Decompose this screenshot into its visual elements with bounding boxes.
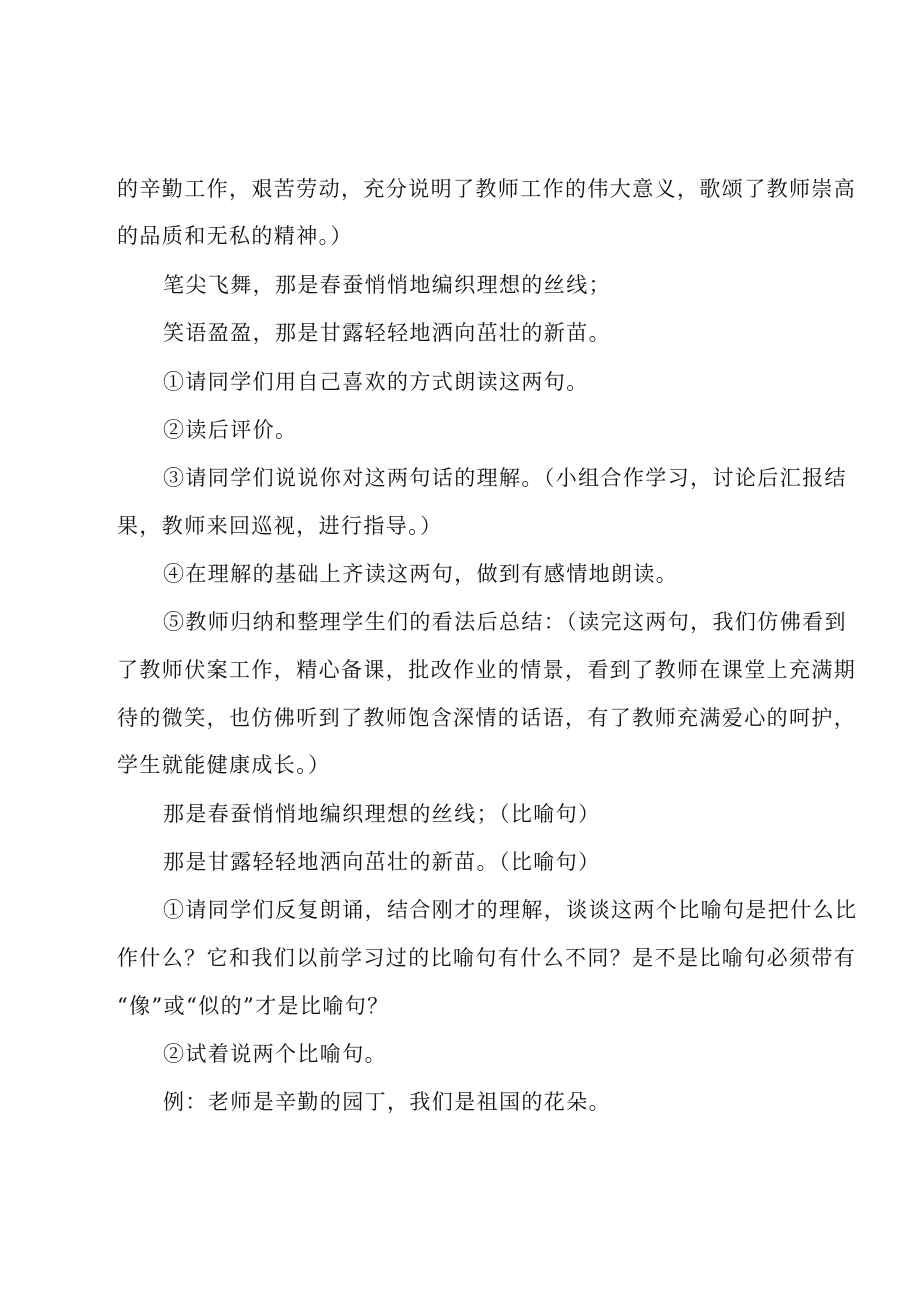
text-line-20: 例：老师是辛勤的园丁，我们是祖国的花朵。 bbox=[163, 1090, 611, 1114]
text-line-15: 那是甘露轻轻地洒向茁壮的新苗。（比喻句） bbox=[163, 850, 601, 874]
text-line-1: 的辛勤工作，艰苦劳动，充分说明了教师工作的伟大意义，歌颂了教师崇高 bbox=[117, 177, 857, 201]
text-line-8: 果，教师来回巡视，进行指导。） bbox=[117, 514, 443, 538]
text-line-12: 待的微笑，也仿佛听到了教师饱含深情的话语，有了教师充满爱心的呵护， bbox=[117, 706, 857, 730]
text-line-3: 笔尖飞舞，那是春蚕悄悄地编织理想的丝线； bbox=[163, 273, 611, 297]
text-line-13: 学生就能健康成长。） bbox=[117, 753, 331, 777]
text-line-2: 的品质和无私的精神。） bbox=[117, 224, 353, 248]
text-line-10: ⑤教师归纳和整理学生们的看法后总结：（读完这两句，我们仿佛看到 bbox=[163, 610, 847, 634]
text-line-19: ②试着说两个比喻句。 bbox=[163, 1042, 387, 1066]
text-line-4: 笑语盈盈，那是甘露轻轻地洒向茁壮的新苗。 bbox=[163, 321, 611, 345]
text-line-5: ①请同学们用自己喜欢的方式朗读这两句。 bbox=[163, 370, 589, 394]
text-line-11: 了教师伏案工作，精心备课，批改作业的情景，看到了教师在课堂上充满期 bbox=[117, 658, 857, 682]
text-line-17: 作什么？它和我们以前学习过的比喻句有什么不同？是不是比喻句必须带有 bbox=[117, 946, 857, 970]
text-line-16: ①请同学们反复朗诵，结合刚才的理解，谈谈这两个比喻句是把什么比 bbox=[163, 898, 858, 922]
text-line-6: ②读后评价。 bbox=[163, 418, 298, 442]
text-line-9: ④在理解的基础上齐读这两句，做到有感情地朗读。 bbox=[163, 562, 679, 586]
text-line-18: “像”或“似的”才是比喻句？ bbox=[117, 994, 390, 1018]
text-line-7: ③请同学们说说你对这两句话的理解。（小组合作学习，讨论后汇报结 bbox=[163, 466, 847, 490]
text-line-14: 那是春蚕悄悄地编织理想的丝线；（比喻句） bbox=[163, 802, 601, 826]
